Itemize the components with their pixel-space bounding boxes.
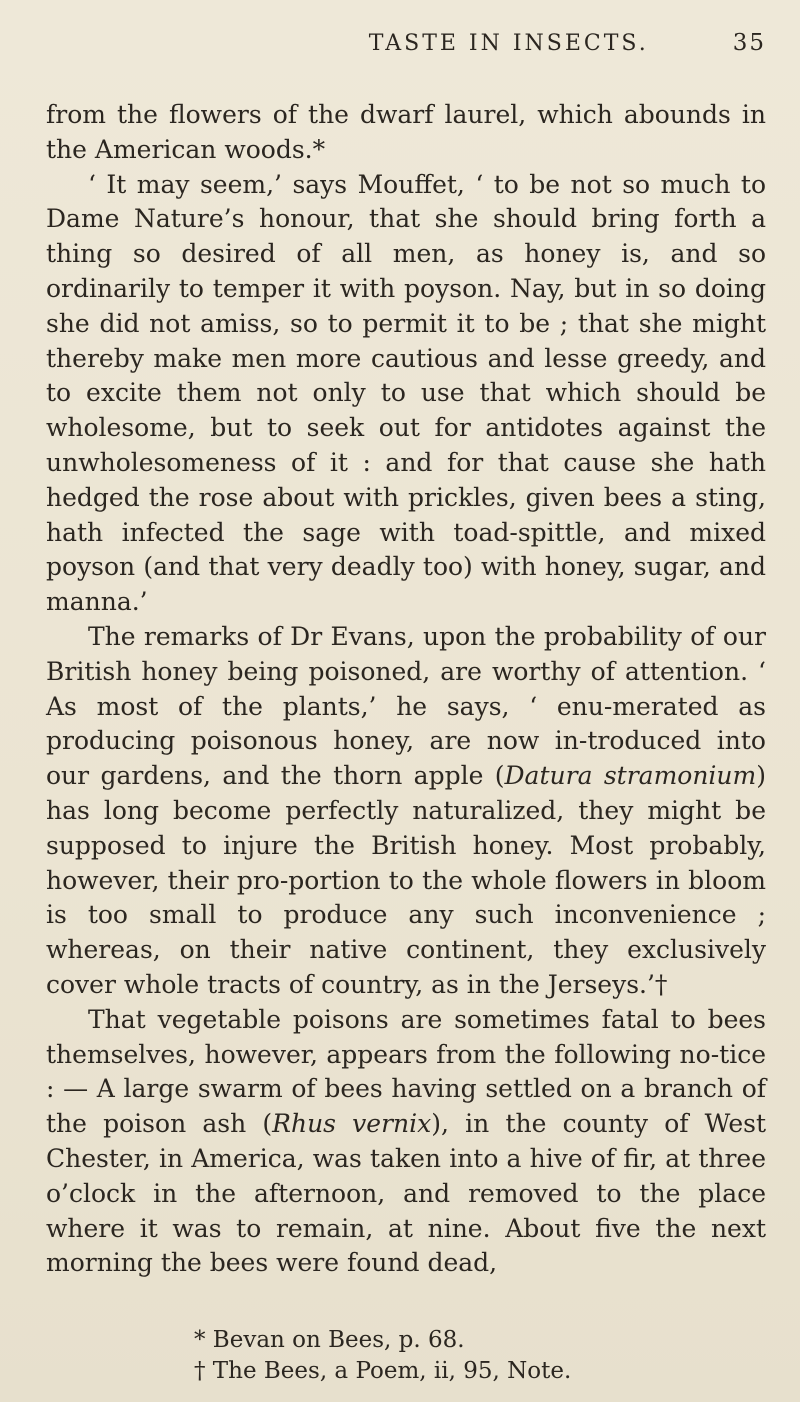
text-run: from the flowers of the dwarf laurel, which abounds in the American woods.*: [46, 100, 766, 164]
page-number: 35: [732, 30, 766, 56]
text-run: ) has long become perfectly naturalized, they might be supposed to injure the British honey. Most probably, however, their pro-portion to the whole flowers in bloom is too small to produce any such inconvenience ; whereas, on their native continent, they exclusively cover whole tracts of country, as in the Jerseys.’†: [46, 761, 766, 999]
paragraph: [46, 620, 766, 1003]
text-run: ‘ It may seem,’ says Mouffet, ‘ to be not so much to Dame Nature’s honour, that she should bring forth a thing so desired of all men, as honey is, and so ordinarily to temper it with poyson. Nay, but in so doing she did not amiss, so to permit it to be ; that she might thereby make men more cautious and lesse greedy, and to excite them not only to use that which should be wholesome, but to seek out for antidotes against the unwholesomeness of it : and for that cause she hath hedged the rose about with prickles, given bees a sting, hath infected the sage with toad-spittle, and mixed poyson (and that very deadly too) with honey, sugar, and manna.’: [46, 169, 766, 617]
footnotes: [46, 1325, 766, 1387]
paragraph: [46, 98, 766, 168]
running-head: [46, 30, 766, 74]
paragraph: [46, 168, 766, 620]
text-run: The remarks of Dr Evans, upon the probability of our British honey being poisoned, are worthy of attention. ‘ As most of the plants,’ he says, ‘ enu-merated as producing poisonous honey, are now in-troduced into our gardens, and the thorn apple (: [46, 621, 766, 791]
italic-text: Rhus vernix: [272, 1109, 432, 1139]
text-run: ), in the county of West Chester, in America, was taken into a hive of fir, at three o’clock in the afternoon, and removed to the place where it was to remain, at nine. About five the next morning the bees were found dead,: [46, 1109, 767, 1278]
body-text: [46, 98, 766, 1281]
italic-text: Datura stramonium: [504, 761, 757, 791]
text-run: That vegetable poisons are sometimes fatal to bees themselves, however, appears from the following no-tice : — A large swarm of bees having settled on a branch of the poison ash (: [46, 1004, 766, 1139]
running-head-title: TASTE IN INSECTS.: [368, 31, 649, 56]
footnote-bevan: * Bevan on Bees, p. 68.: [194, 1327, 465, 1354]
paragraph: [46, 1003, 766, 1281]
footnote-the-bees: † The Bees, a Poem, ii, 95, Note.: [194, 1358, 572, 1385]
